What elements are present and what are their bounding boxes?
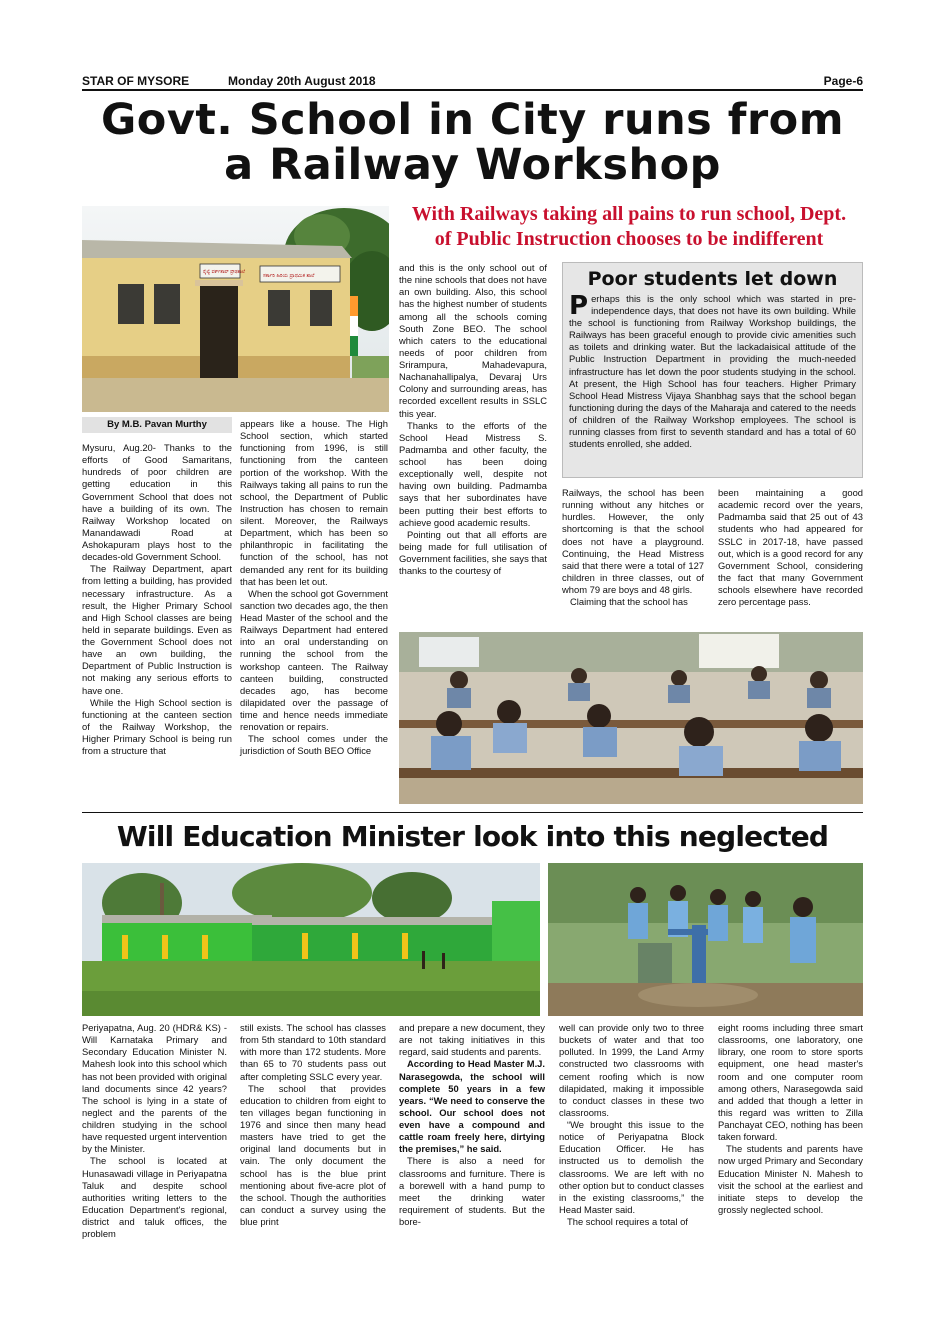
story2-c5-p2: The students and parents have now urged Primary and Secondary Education Minister N. Mahesh to visit the school at the earliest and initiate steps to develop the grossly neglected school.	[718, 1143, 863, 1215]
story1-c5-p1: been maintaining a good academic record over the years, Padmamba said that 25 out of 43 students who had appeared for SSLC in 2017-18, have passed out, which is a good record for any Government School, considering the fact that many Government schools elsewhere have recorded zero percentage pass.	[718, 487, 863, 608]
newspaper-name: STAR OF MYSORE	[82, 74, 190, 88]
story1-c1-p3: While the High School section is functioning at the canteen section of the Railway Workshop, the Higher Primary School is being run from a structure that	[82, 696, 232, 757]
story2-c3-p1: and prepare a new document, they are not taking initiatives in this regard, said students and parents.	[399, 1022, 545, 1058]
story1-deck-line2: of Public Instruction chooses to be indifferent	[434, 228, 824, 250]
story2-c3-bold-text: According to Head Master M.J. Narasegowda, the school will complete 50 years in a few years. “We need to conserve the school. Our school does not even have a compound and cattle roam freely here, dirtying the premises,” he said.	[399, 1058, 545, 1155]
story2-c2-p1: still exists. The school has classes from 5th standard to 10th standard with more than 172 students. More than 65 to 70 students pass out after completing SSLC every year.	[240, 1022, 386, 1082]
story1-c3-p2: Thanks to the efforts of the School Head Mistress S. Padmamba and other faculty, the school has been doing exceptionally well, despite not having own building. Padmamba says that her subordinates have been putting their best efforts to achieve good academic results.	[399, 419, 547, 528]
story2-column-2	[240, 1022, 386, 1228]
story1-c1-p1: Mysuru, Aug.20- Thanks to the efforts of Good Samaritans, hundreds of poor children are getting education in this Government School that does not have a building of its own. The Railway Workshop located on Manandawadi Road at Ashokapuram plays host to the decades-old Government School.	[82, 442, 232, 563]
school-grounds-photo	[82, 863, 540, 1016]
story2-c3-bold	[399, 1058, 545, 1155]
story1-column-5	[718, 487, 863, 608]
sidebar-title: Poor students let down	[587, 268, 838, 290]
story1-c3-p1: and this is the only school out of the nine schools that does not have an own building. Also, this school has the highest number of students among all the schools coming South Zone BEO. The school which caters to the educational needs of poor children from Srirampura, Mahadevapura, Nachanahallipalya, Devaraj Urs Colony and surrounding areas, has recorded excellent results in SSLC this year.	[399, 262, 547, 419]
story1-c2-p1: appears like a house. The High School section, which started functioning from 1996, is still functioning from the canteen portion of the workshop. With the Railways taking all pains to run the school, the Department of Public Instruction has chosen to remain silent. Moreover, the Railways Department, which has been so philanthropic in facilitating the function of the school, has not demanded any rent for its building that has been let out.	[240, 418, 388, 587]
story1-c1-p2: The Railway Department, apart from letting a building, has provided necessary infrastructure. As a result, the Higher Primary School and High School classes are being held in separate buildings. Even as the Government School does not have an own building, the Department of Public Instruction is not making any serious efforts to have one.	[82, 563, 232, 696]
sign-text-1: ರೈಲ್ವೆ ವರ್ಕ್‌ಶಾಪ್ ಪ್ರೌಢಶಾಲೆ	[203, 270, 245, 275]
story1-column-4	[562, 487, 704, 608]
sidebar-dropcap: P	[569, 291, 589, 321]
story1-column-2	[240, 418, 388, 758]
hand-pump-photo	[548, 863, 863, 1016]
story1-column-3	[399, 262, 547, 577]
sidebar-box	[562, 262, 863, 478]
page-header	[82, 70, 863, 90]
story2-c1-p2: The school is located at Hunasawadi village in Periyapatna Taluk and despite school authorities writing letters to the Education Department's regional, district and taluk offices, the problem	[82, 1155, 227, 1240]
story1-deck	[395, 202, 863, 252]
story2-c3-p2: There is also a need for classrooms and furniture. There is a borewell with a hand pump to meet the drinking water requirement of students. But the bore-	[399, 1155, 545, 1227]
story1-headline	[82, 95, 863, 190]
story2-headline: Will Education Minister look into this neglected	[116, 820, 829, 853]
story2-c4-p1: well can provide only two to three buckets of water and that too polluted. In 1999, the Land Army constructed two classrooms with cement roofing which is now dilapidated, making it impossible to conduct classes in these two classrooms.	[559, 1022, 704, 1118]
sidebar-body: erhaps this is the only school which was started in pre-independence days, that does not have its own building. While the school is functioning from Railway Workshop buildings, the Railways has been graceful enough to provide civic amenities such as toilets and drinking water. But the lackadaisical attitude of the Public Instruction Department in providing the much-needed infrastructure has let down the poor students studying in the school. At present, the High School has four teachers. Higher Primary School Head Mistress Vijaya Shanbhag says that the school began functioning during the days of the Maharaja and catered to the needs of children of the Railway Workshop employees. The school is running classes from first to seventh standard and has a total of 60 students enrolled, she added.	[569, 293, 856, 450]
story2-column-3	[399, 1022, 545, 1228]
story1-headline-line2: a Railway Workshop	[224, 140, 721, 190]
story1-c2-p3: The school comes under the jurisdiction of South BEO Office	[240, 733, 388, 757]
story2-c1-p1: Periyapatna, Aug. 20 (HDR& KS) - Will Karnataka Primary and Secondary Education Minister N. Mahesh look into this school which has not been provided with original land documents since 42 years? The school is lying in a state of neglect and the parents of the children studying in the school have requested urgent intervention by the Minister.	[82, 1022, 227, 1155]
story2-column-1	[82, 1022, 227, 1240]
story2-c4-p3: The school requires a total of	[567, 1216, 688, 1227]
section-rule	[82, 812, 863, 813]
story1-c2-p2: When the school got Government sanction two decades ago, the then Head Master of the school and the Railways Department had entered into an oral understanding on running the school from the workshop canteen. The Railway canteen building, constructed decades ago, has become dilapidated over the passage of time and hence needs immediate renovation or repairs.	[240, 587, 388, 733]
page-number: Page-6	[823, 74, 863, 88]
story2-column-5	[718, 1022, 863, 1216]
story2-c4-p2: “We brought this issue to the notice of Periyapatna Block Education Officer. He has instructed us to demolish the classrooms. We are left with no other option but to conduct classes in the existing classrooms,” the Head Master said.	[559, 1119, 704, 1215]
story2-c5-p1: eight rooms including three smart classrooms, one laboratory, one library, one room to store sports equipment, one head master's room and one computer room among others, Narasegowda said and added that though a letter in this regard was written to Zilla Panchayat CEO, nothing has been taken forward.	[718, 1022, 863, 1143]
sidebar-text	[569, 293, 856, 450]
story1-column-1	[82, 442, 232, 757]
school-building-photo	[82, 206, 389, 412]
header-rule	[82, 89, 863, 91]
story1-c3-p3: Pointing out that all efforts are being made for full utilisation of Government facilities, she says that thanks to the courtesy of	[399, 528, 547, 577]
byline: By M.B. Pavan Murthy	[82, 417, 232, 433]
story1-c4-p2: Claiming that the school has	[570, 596, 688, 608]
story1-deck-line1: With Railways taking all pains to run school, Dept.	[411, 203, 847, 225]
story2-column-4	[559, 1022, 704, 1228]
story1-c4-p1: Railways, the school has been running without any hitches or hurdles. However, the only shortcoming is that the school does not have a playground. Continuing, the Head Mistress said that there were a total of 127 children in three classes, out of whom 79 are boys and 48 girls.	[562, 487, 704, 595]
issue-date: Monday 20th August 2018	[228, 74, 376, 88]
classroom-photo	[399, 632, 863, 804]
story2-c2-p2: The school that provides education to children from eight to ten villages began functioning in 1976 and since then many head masters have tried to get the original land documents but in vain. The only document the school has is the blue print mentioning about five-acre plot of the school. Though the authorities can conduct a survey using the blue print	[240, 1082, 386, 1227]
story1-headline-line1: Govt. School in City runs from	[100, 95, 845, 145]
sign-text-2: ಸರ್ಕಾರಿ ಹಿರಿಯ ಪ್ರಾಥಮಿಕ ಶಾಲೆ	[263, 273, 315, 279]
